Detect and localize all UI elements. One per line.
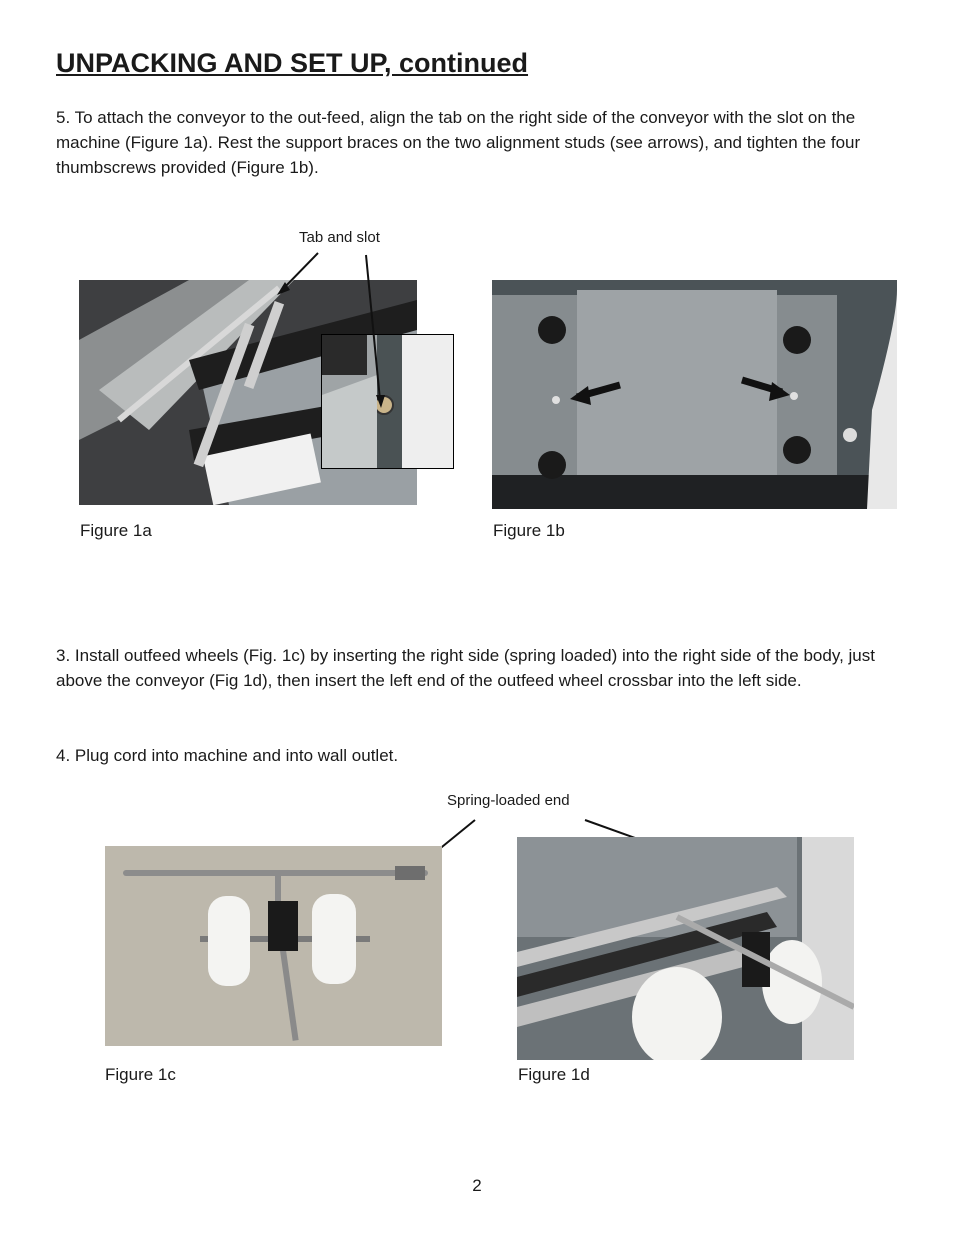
figure-1c-photo [105, 846, 442, 1046]
figure-1c-caption: Figure 1c [105, 1065, 176, 1084]
spring-loaded-end-callout: Spring-loaded end [447, 792, 570, 809]
tab-and-slot-callout: Tab and slot [299, 229, 380, 246]
figure-1d-caption: Figure 1d [518, 1065, 590, 1084]
step-5-paragraph: 5. To attach the conveyor to the out-feed, align the tab on the right side of the conveyor with the slot on the machine (Figure 1a). Rest the support braces on the two alignment studs (see arrows), and tighten the four thumbscrews provided (Figure 1b). [56, 108, 861, 177]
figure-1a-inset-photo [321, 334, 454, 469]
step-3-paragraph: 3. Install outfeed wheels (Fig. 1c) by inserting the right side (spring loaded) into the right side of the body, just above the conveyor (Fig 1d), then insert the left end of the outfeed wheel crossbar into the left side. [56, 646, 875, 690]
figure-1b-caption: Figure 1b [493, 521, 565, 540]
page-title: UNPACKING AND SET UP, continued [56, 48, 529, 78]
figure-1a-caption: Figure 1a [80, 521, 152, 540]
figure-1d-photo [517, 837, 854, 1060]
step-4-paragraph: 4. Plug cord into machine and into wall outlet. [56, 746, 399, 765]
page-number: 2 [472, 1176, 482, 1195]
figure-1b-photo [492, 280, 897, 509]
